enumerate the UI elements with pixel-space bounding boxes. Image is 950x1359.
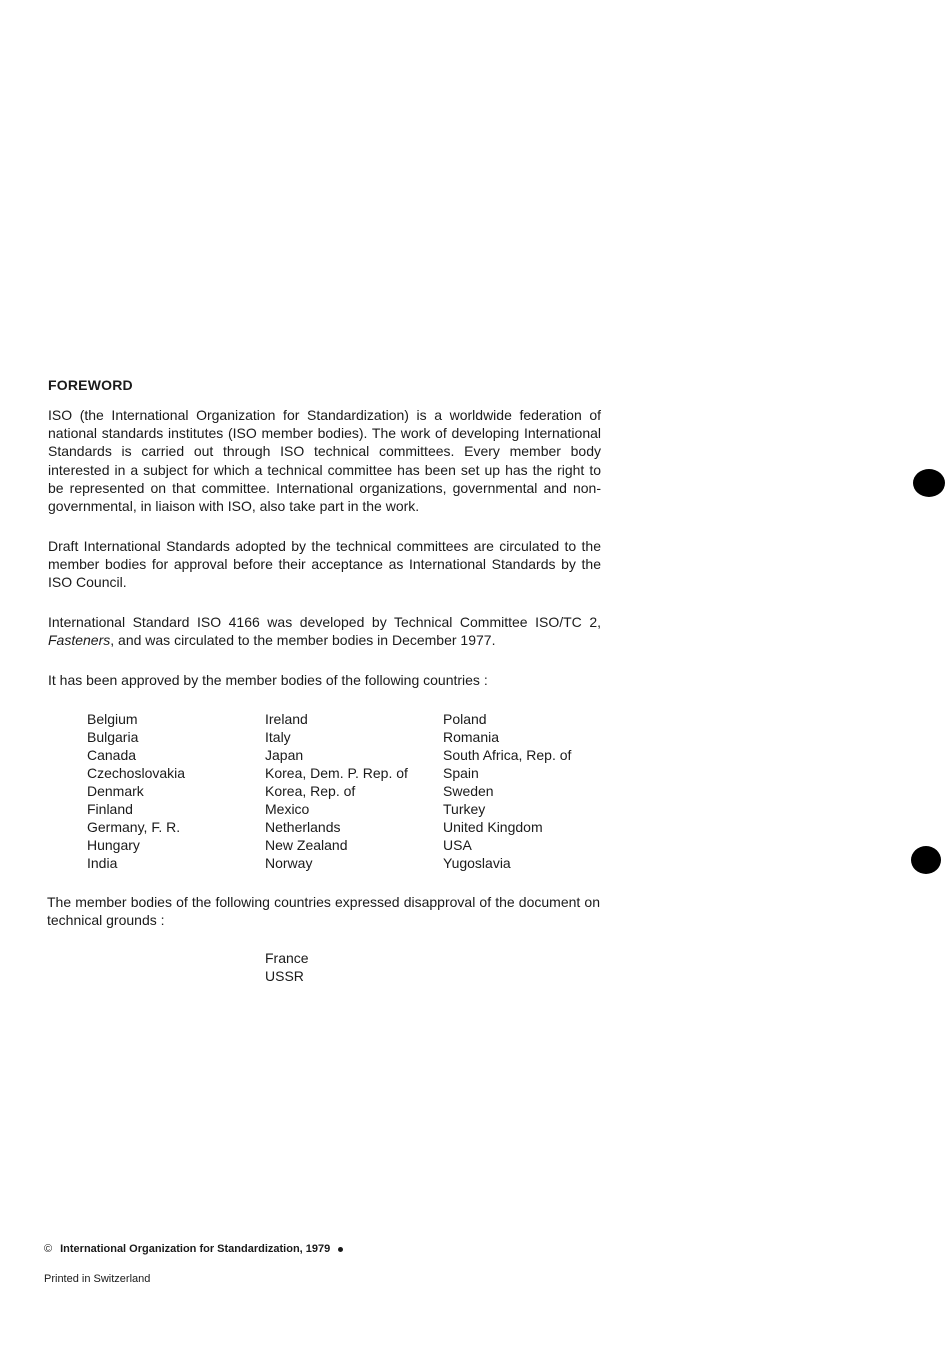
country-item: Korea, Rep. of <box>265 783 356 799</box>
country-item: Romania <box>443 729 500 745</box>
foreword-paragraph-approved: It has been approved by the member bodies of the following countries : <box>48 672 488 688</box>
country-item: Denmark <box>87 783 144 799</box>
country-item: Ireland <box>265 711 308 727</box>
copyright-text: International Organization for Standardization, 1979 <box>60 1243 331 1255</box>
foreword-paragraph-iso: ISO (the International Organization for Standardization) is a worldwide federation of national standards institutes (ISO member bodies). The work of developing International Standards is carried out through ISO technical committees. Every member body interested in a subject for which a technical committee has been set up has the right to be represented on that committee. International organizations, governmental and non-governmental, in liaison with ISO, also take part in the work. <box>48 407 601 515</box>
approved-countries-column-2 <box>265 710 408 872</box>
country-item: Norway <box>265 855 313 871</box>
country-item: Italy <box>265 729 291 745</box>
country-item: USSR <box>265 968 304 984</box>
country-item: Japan <box>265 747 304 763</box>
country-item: Turkey <box>443 801 486 817</box>
standard-text-after: , and was circulated to the member bodies in December 1977. <box>110 632 496 649</box>
country-item: South Africa, Rep. of <box>443 747 572 763</box>
country-item: Sweden <box>443 783 494 799</box>
country-item: Canada <box>87 747 137 763</box>
disapproved-countries-list <box>265 949 309 985</box>
punch-hole-icon <box>913 469 945 497</box>
country-item: Germany, F. R. <box>87 819 181 835</box>
country-item: New Zealand <box>265 837 348 853</box>
country-item: USA <box>443 837 472 853</box>
approved-countries-column-1 <box>87 710 185 872</box>
country-item: Hungary <box>87 837 140 853</box>
country-item: France <box>265 950 309 966</box>
approved-countries-column-3 <box>443 710 571 872</box>
country-item: India <box>87 855 118 871</box>
foreword-paragraph-disapproved: The member bodies of the following countries expressed disapproval of the document on technical grounds : <box>47 894 600 929</box>
foreword-paragraph-standard <box>48 613 601 649</box>
country-item: Czechoslovakia <box>87 765 186 781</box>
country-item: Korea, Dem. P. Rep. of <box>265 765 408 781</box>
country-item: United Kingdom <box>443 819 543 835</box>
standard-text-before: International Standard ISO 4166 was developed by Technical Committee ISO/TC 2, <box>48 614 601 630</box>
punch-hole-icon <box>911 846 941 874</box>
country-item: Spain <box>443 765 479 781</box>
country-item: Mexico <box>265 801 310 817</box>
country-item: Bulgaria <box>87 729 139 745</box>
committee-name: Fasteners <box>48 632 111 649</box>
bullet-dot-icon <box>338 1247 343 1252</box>
printed-location: Printed in Switzerland <box>44 1273 151 1285</box>
copyright-line <box>44 1243 343 1255</box>
country-item: Yugoslavia <box>443 855 511 871</box>
foreword-paragraph-drafts: Draft International Standards adopted by the technical committees are circulated to the member bodies for approval before their acceptance as International Standards by the ISO Council. <box>48 538 601 591</box>
foreword-heading: FOREWORD <box>48 377 133 393</box>
country-item: Netherlands <box>265 819 341 835</box>
country-item: Belgium <box>87 711 138 727</box>
country-item: Poland <box>443 711 487 727</box>
copyright-symbol: © <box>44 1243 53 1255</box>
country-item: Finland <box>87 801 133 817</box>
